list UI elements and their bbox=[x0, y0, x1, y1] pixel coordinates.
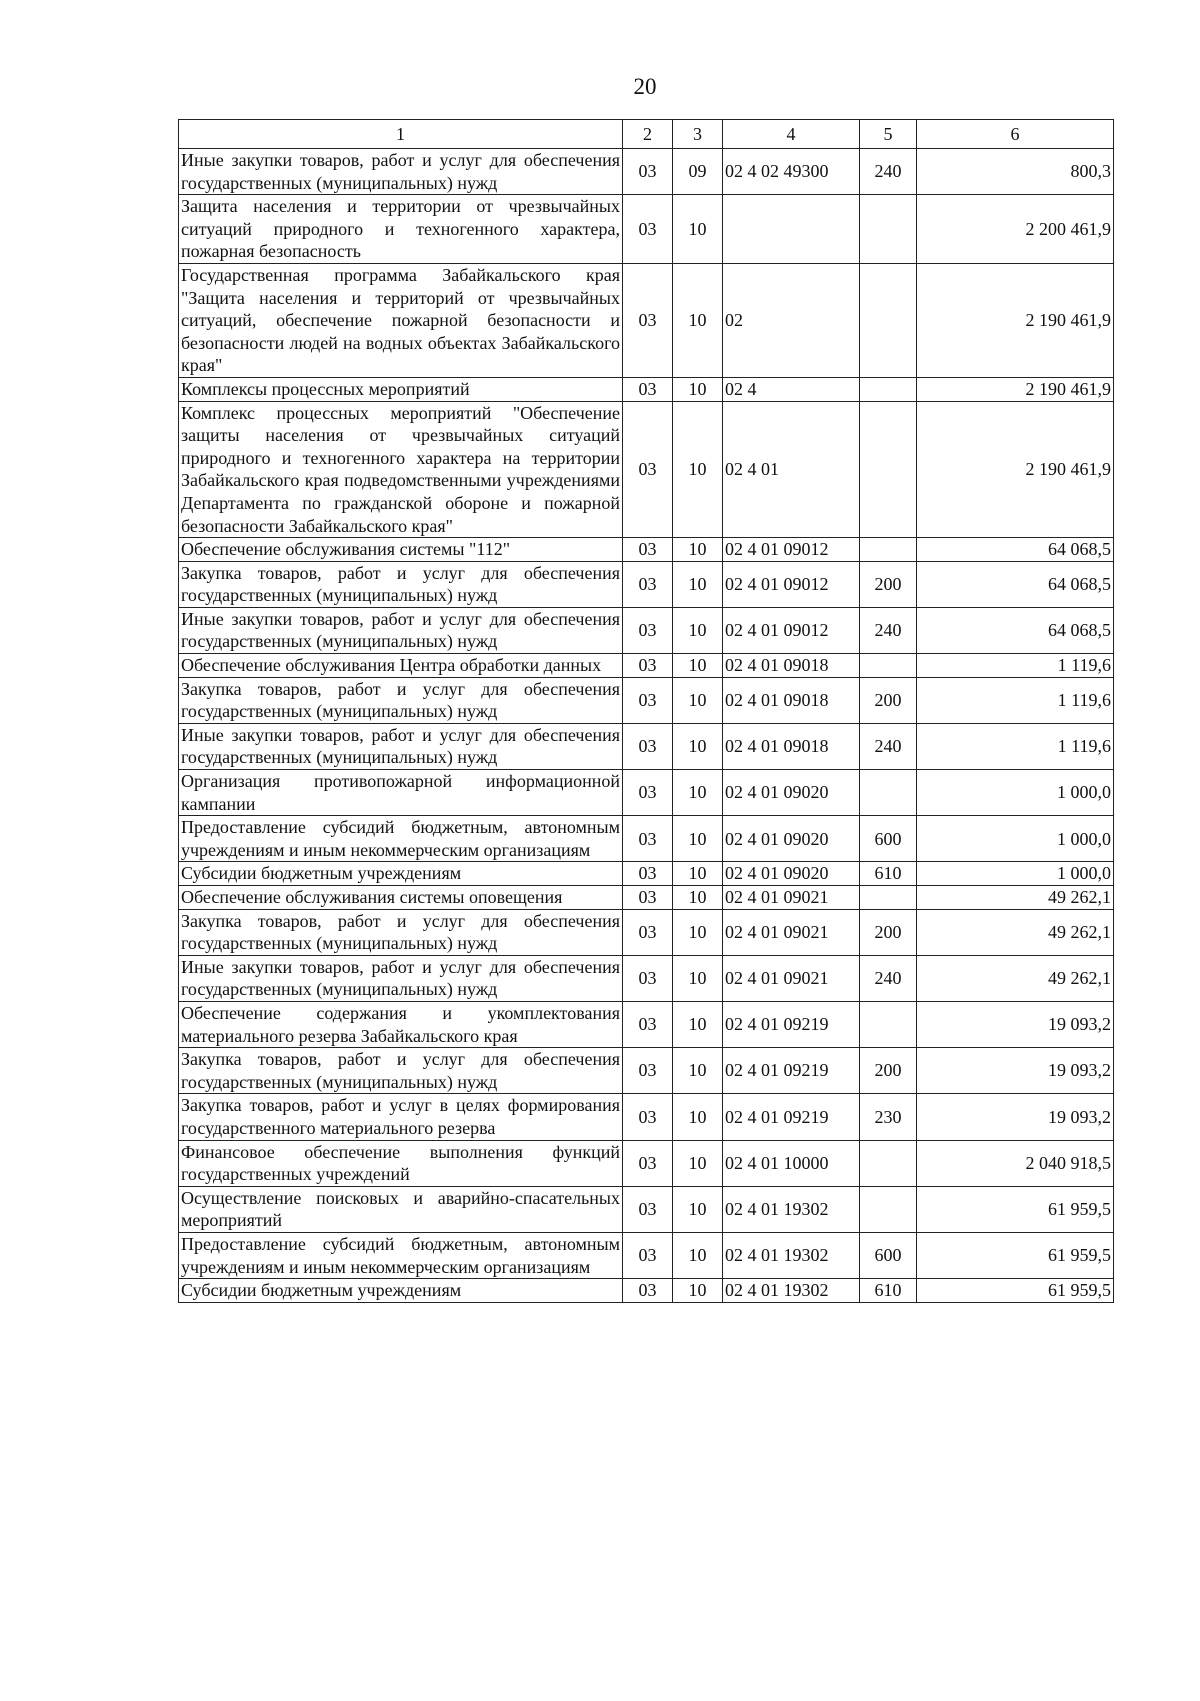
expense-type-cell bbox=[860, 1186, 917, 1232]
section-cell: 03 bbox=[623, 195, 673, 264]
target-article-cell: 02 4 01 09012 bbox=[723, 538, 860, 562]
section-cell: 03 bbox=[623, 816, 673, 862]
expense-type-cell: 200 bbox=[860, 677, 917, 723]
section-cell: 03 bbox=[623, 955, 673, 1001]
table-row bbox=[179, 1001, 1114, 1047]
expense-type-cell bbox=[860, 654, 917, 678]
table-row bbox=[179, 909, 1114, 955]
expense-type-cell: 240 bbox=[860, 723, 917, 769]
table-row bbox=[179, 377, 1114, 401]
amount-cell: 1 119,6 bbox=[917, 654, 1114, 678]
table-row bbox=[179, 677, 1114, 723]
amount-cell: 49 262,1 bbox=[917, 886, 1114, 910]
target-article-cell: 02 4 01 09021 bbox=[723, 886, 860, 910]
table-row bbox=[179, 862, 1114, 886]
subsection-cell: 10 bbox=[673, 909, 723, 955]
expense-type-cell bbox=[860, 195, 917, 264]
target-article-cell: 02 4 01 09219 bbox=[723, 1094, 860, 1140]
row-name-cell: Субсидии бюджетным учреждениям bbox=[179, 862, 623, 886]
expense-type-cell: 240 bbox=[860, 149, 917, 195]
expense-type-cell bbox=[860, 263, 917, 377]
target-article-cell: 02 4 01 09012 bbox=[723, 561, 860, 607]
expense-type-cell bbox=[860, 401, 917, 538]
amount-cell: 1 119,6 bbox=[917, 677, 1114, 723]
target-article-cell: 02 4 01 09021 bbox=[723, 909, 860, 955]
expense-type-cell: 200 bbox=[860, 561, 917, 607]
row-name-cell: Комплекс процессных мероприятий "Обеспечение защиты населения от чрезвычайных ситуаций природного и техногенного характера на территории Забайкальского края подведомственными учреждениями Департамента по гражданской обороне и пожарной безопасности Забайкальского края" bbox=[179, 401, 623, 538]
expense-type-cell: 200 bbox=[860, 909, 917, 955]
column-header: 6 bbox=[917, 120, 1114, 149]
table-row bbox=[179, 816, 1114, 862]
expense-type-cell bbox=[860, 770, 917, 816]
row-name-cell: Субсидии бюджетным учреждениям bbox=[179, 1279, 623, 1303]
section-cell: 03 bbox=[623, 677, 673, 723]
row-name-cell: Закупка товаров, работ и услуг для обеспечения государственных (муниципальных) нужд bbox=[179, 1048, 623, 1094]
subsection-cell: 10 bbox=[673, 377, 723, 401]
subsection-cell: 10 bbox=[673, 263, 723, 377]
section-cell: 03 bbox=[623, 377, 673, 401]
column-header: 1 bbox=[179, 120, 623, 149]
table-row bbox=[179, 401, 1114, 538]
table-row bbox=[179, 654, 1114, 678]
target-article-cell: 02 4 02 49300 bbox=[723, 149, 860, 195]
subsection-cell: 10 bbox=[673, 1094, 723, 1140]
section-cell: 03 bbox=[623, 770, 673, 816]
amount-cell: 2 200 461,9 bbox=[917, 195, 1114, 264]
target-article-cell: 02 4 bbox=[723, 377, 860, 401]
table-row bbox=[179, 1048, 1114, 1094]
column-header: 4 bbox=[723, 120, 860, 149]
subsection-cell: 10 bbox=[673, 1140, 723, 1186]
expense-type-cell bbox=[860, 377, 917, 401]
expense-type-cell: 240 bbox=[860, 955, 917, 1001]
expense-type-cell: 600 bbox=[860, 816, 917, 862]
section-cell: 03 bbox=[623, 862, 673, 886]
page-number: 20 bbox=[633, 74, 657, 99]
table-row bbox=[179, 886, 1114, 910]
amount-cell: 2 190 461,9 bbox=[917, 263, 1114, 377]
amount-cell: 49 262,1 bbox=[917, 909, 1114, 955]
section-cell: 03 bbox=[623, 1094, 673, 1140]
expense-type-cell: 240 bbox=[860, 607, 917, 653]
amount-cell: 19 093,2 bbox=[917, 1094, 1114, 1140]
amount-cell: 64 068,5 bbox=[917, 607, 1114, 653]
subsection-cell: 10 bbox=[673, 401, 723, 538]
table-row bbox=[179, 1279, 1114, 1303]
row-name-cell: Закупка товаров, работ и услуг для обеспечения государственных (муниципальных) нужд bbox=[179, 909, 623, 955]
target-article-cell: 02 4 01 09018 bbox=[723, 677, 860, 723]
section-cell: 03 bbox=[623, 1001, 673, 1047]
expense-type-cell: 610 bbox=[860, 862, 917, 886]
subsection-cell: 10 bbox=[673, 886, 723, 910]
section-cell: 03 bbox=[623, 607, 673, 653]
row-name-cell: Обеспечение обслуживания системы оповещения bbox=[179, 886, 623, 910]
subsection-cell: 10 bbox=[673, 1279, 723, 1303]
table-row bbox=[179, 1140, 1114, 1186]
target-article-cell: 02 4 01 bbox=[723, 401, 860, 538]
row-name-cell: Финансовое обеспечение выполнения функций государственных учреждений bbox=[179, 1140, 623, 1186]
expense-type-cell: 610 bbox=[860, 1279, 917, 1303]
target-article-cell: 02 4 01 09020 bbox=[723, 770, 860, 816]
amount-cell: 19 093,2 bbox=[917, 1048, 1114, 1094]
section-cell: 03 bbox=[623, 149, 673, 195]
target-article-cell bbox=[723, 195, 860, 264]
table-row bbox=[179, 149, 1114, 195]
table-row bbox=[179, 538, 1114, 562]
section-cell: 03 bbox=[623, 654, 673, 678]
table-body bbox=[179, 149, 1114, 1303]
expense-type-cell bbox=[860, 538, 917, 562]
table-row bbox=[179, 195, 1114, 264]
row-name-cell: Предоставление субсидий бюджетным, автономным учреждениям и иным некоммерческим организациям bbox=[179, 1232, 623, 1278]
amount-cell: 2 190 461,9 bbox=[917, 377, 1114, 401]
section-cell: 03 bbox=[623, 263, 673, 377]
section-cell: 03 bbox=[623, 561, 673, 607]
subsection-cell: 10 bbox=[673, 1048, 723, 1094]
subsection-cell: 09 bbox=[673, 149, 723, 195]
expense-type-cell bbox=[860, 1140, 917, 1186]
row-name-cell: Закупка товаров, работ и услуг для обеспечения государственных (муниципальных) нужд bbox=[179, 677, 623, 723]
section-cell: 03 bbox=[623, 886, 673, 910]
amount-cell: 2 190 461,9 bbox=[917, 401, 1114, 538]
table-row bbox=[179, 1186, 1114, 1232]
target-article-cell: 02 bbox=[723, 263, 860, 377]
subsection-cell: 10 bbox=[673, 607, 723, 653]
subsection-cell: 10 bbox=[673, 654, 723, 678]
amount-cell: 64 068,5 bbox=[917, 561, 1114, 607]
target-article-cell: 02 4 01 09021 bbox=[723, 955, 860, 1001]
row-name-cell: Защита населения и территории от чрезвычайных ситуаций природного и техногенного характера, пожарная безопасность bbox=[179, 195, 623, 264]
column-header: 2 bbox=[623, 120, 673, 149]
target-article-cell: 02 4 01 09018 bbox=[723, 654, 860, 678]
row-name-cell: Государственная программа Забайкальского края "Защита населения и территорий от чрезвычайных ситуаций, обеспечение пожарной безопасности и безопасности людей на водных объектах Забайкальского края" bbox=[179, 263, 623, 377]
subsection-cell: 10 bbox=[673, 538, 723, 562]
amount-cell: 49 262,1 bbox=[917, 955, 1114, 1001]
row-name-cell: Осуществление поисковых и аварийно-спасательных мероприятий bbox=[179, 1186, 623, 1232]
subsection-cell: 10 bbox=[673, 677, 723, 723]
target-article-cell: 02 4 01 09020 bbox=[723, 816, 860, 862]
column-header: 5 bbox=[860, 120, 917, 149]
expense-type-cell: 230 bbox=[860, 1094, 917, 1140]
expense-type-cell bbox=[860, 886, 917, 910]
section-cell: 03 bbox=[623, 538, 673, 562]
target-article-cell: 02 4 01 09018 bbox=[723, 723, 860, 769]
row-name-cell: Обеспечение обслуживания системы "112" bbox=[179, 538, 623, 562]
amount-cell: 1 119,6 bbox=[917, 723, 1114, 769]
section-cell: 03 bbox=[623, 909, 673, 955]
target-article-cell: 02 4 01 09020 bbox=[723, 862, 860, 886]
subsection-cell: 10 bbox=[673, 723, 723, 769]
row-name-cell: Закупка товаров, работ и услуг для обеспечения государственных (муниципальных) нужд bbox=[179, 561, 623, 607]
amount-cell: 1 000,0 bbox=[917, 770, 1114, 816]
target-article-cell: 02 4 01 19302 bbox=[723, 1279, 860, 1303]
table-row bbox=[179, 770, 1114, 816]
table-row bbox=[179, 1094, 1114, 1140]
target-article-cell: 02 4 01 10000 bbox=[723, 1140, 860, 1186]
row-name-cell: Иные закупки товаров, работ и услуг для обеспечения государственных (муниципальных) нужд bbox=[179, 723, 623, 769]
amount-cell: 64 068,5 bbox=[917, 538, 1114, 562]
section-cell: 03 bbox=[623, 1140, 673, 1186]
subsection-cell: 10 bbox=[673, 1232, 723, 1278]
section-cell: 03 bbox=[623, 1048, 673, 1094]
table-header-row bbox=[179, 120, 1114, 149]
target-article-cell: 02 4 01 19302 bbox=[723, 1232, 860, 1278]
section-cell: 03 bbox=[623, 1232, 673, 1278]
target-article-cell: 02 4 01 09219 bbox=[723, 1048, 860, 1094]
row-name-cell: Закупка товаров, работ и услуг в целях формирования государственного материального резерва bbox=[179, 1094, 623, 1140]
target-article-cell: 02 4 01 09012 bbox=[723, 607, 860, 653]
column-header: 3 bbox=[673, 120, 723, 149]
expense-type-cell: 200 bbox=[860, 1048, 917, 1094]
budget-table bbox=[178, 119, 1114, 1303]
row-name-cell: Иные закупки товаров, работ и услуг для обеспечения государственных (муниципальных) нужд bbox=[179, 149, 623, 195]
target-article-cell: 02 4 01 19302 bbox=[723, 1186, 860, 1232]
amount-cell: 1 000,0 bbox=[917, 816, 1114, 862]
row-name-cell: Иные закупки товаров, работ и услуг для обеспечения государственных (муниципальных) нужд bbox=[179, 607, 623, 653]
table-row bbox=[179, 561, 1114, 607]
row-name-cell: Предоставление субсидий бюджетным, автономным учреждениям и иным некоммерческим организациям bbox=[179, 816, 623, 862]
target-article-cell: 02 4 01 09219 bbox=[723, 1001, 860, 1047]
subsection-cell: 10 bbox=[673, 955, 723, 1001]
subsection-cell: 10 bbox=[673, 816, 723, 862]
table-row bbox=[179, 1232, 1114, 1278]
row-name-cell: Обеспечение содержания и укомплектования материального резерва Забайкальского края bbox=[179, 1001, 623, 1047]
expense-type-cell bbox=[860, 1001, 917, 1047]
amount-cell: 800,3 bbox=[917, 149, 1114, 195]
row-name-cell: Комплексы процессных мероприятий bbox=[179, 377, 623, 401]
row-name-cell: Иные закупки товаров, работ и услуг для обеспечения государственных (муниципальных) нужд bbox=[179, 955, 623, 1001]
subsection-cell: 10 bbox=[673, 1186, 723, 1232]
section-cell: 03 bbox=[623, 1279, 673, 1303]
section-cell: 03 bbox=[623, 401, 673, 538]
section-cell: 03 bbox=[623, 1186, 673, 1232]
row-name-cell: Организация противопожарной информационной кампании bbox=[179, 770, 623, 816]
amount-cell: 2 040 918,5 bbox=[917, 1140, 1114, 1186]
table-row bbox=[179, 607, 1114, 653]
section-cell: 03 bbox=[623, 723, 673, 769]
subsection-cell: 10 bbox=[673, 1001, 723, 1047]
subsection-cell: 10 bbox=[673, 561, 723, 607]
amount-cell: 1 000,0 bbox=[917, 862, 1114, 886]
table-row bbox=[179, 263, 1114, 377]
table-row bbox=[179, 723, 1114, 769]
table-row bbox=[179, 955, 1114, 1001]
subsection-cell: 10 bbox=[673, 770, 723, 816]
amount-cell: 61 959,5 bbox=[917, 1232, 1114, 1278]
expense-type-cell: 600 bbox=[860, 1232, 917, 1278]
amount-cell: 61 959,5 bbox=[917, 1279, 1114, 1303]
amount-cell: 19 093,2 bbox=[917, 1001, 1114, 1047]
row-name-cell: Обеспечение обслуживания Центра обработки данных bbox=[179, 654, 623, 678]
subsection-cell: 10 bbox=[673, 862, 723, 886]
amount-cell: 61 959,5 bbox=[917, 1186, 1114, 1232]
subsection-cell: 10 bbox=[673, 195, 723, 264]
